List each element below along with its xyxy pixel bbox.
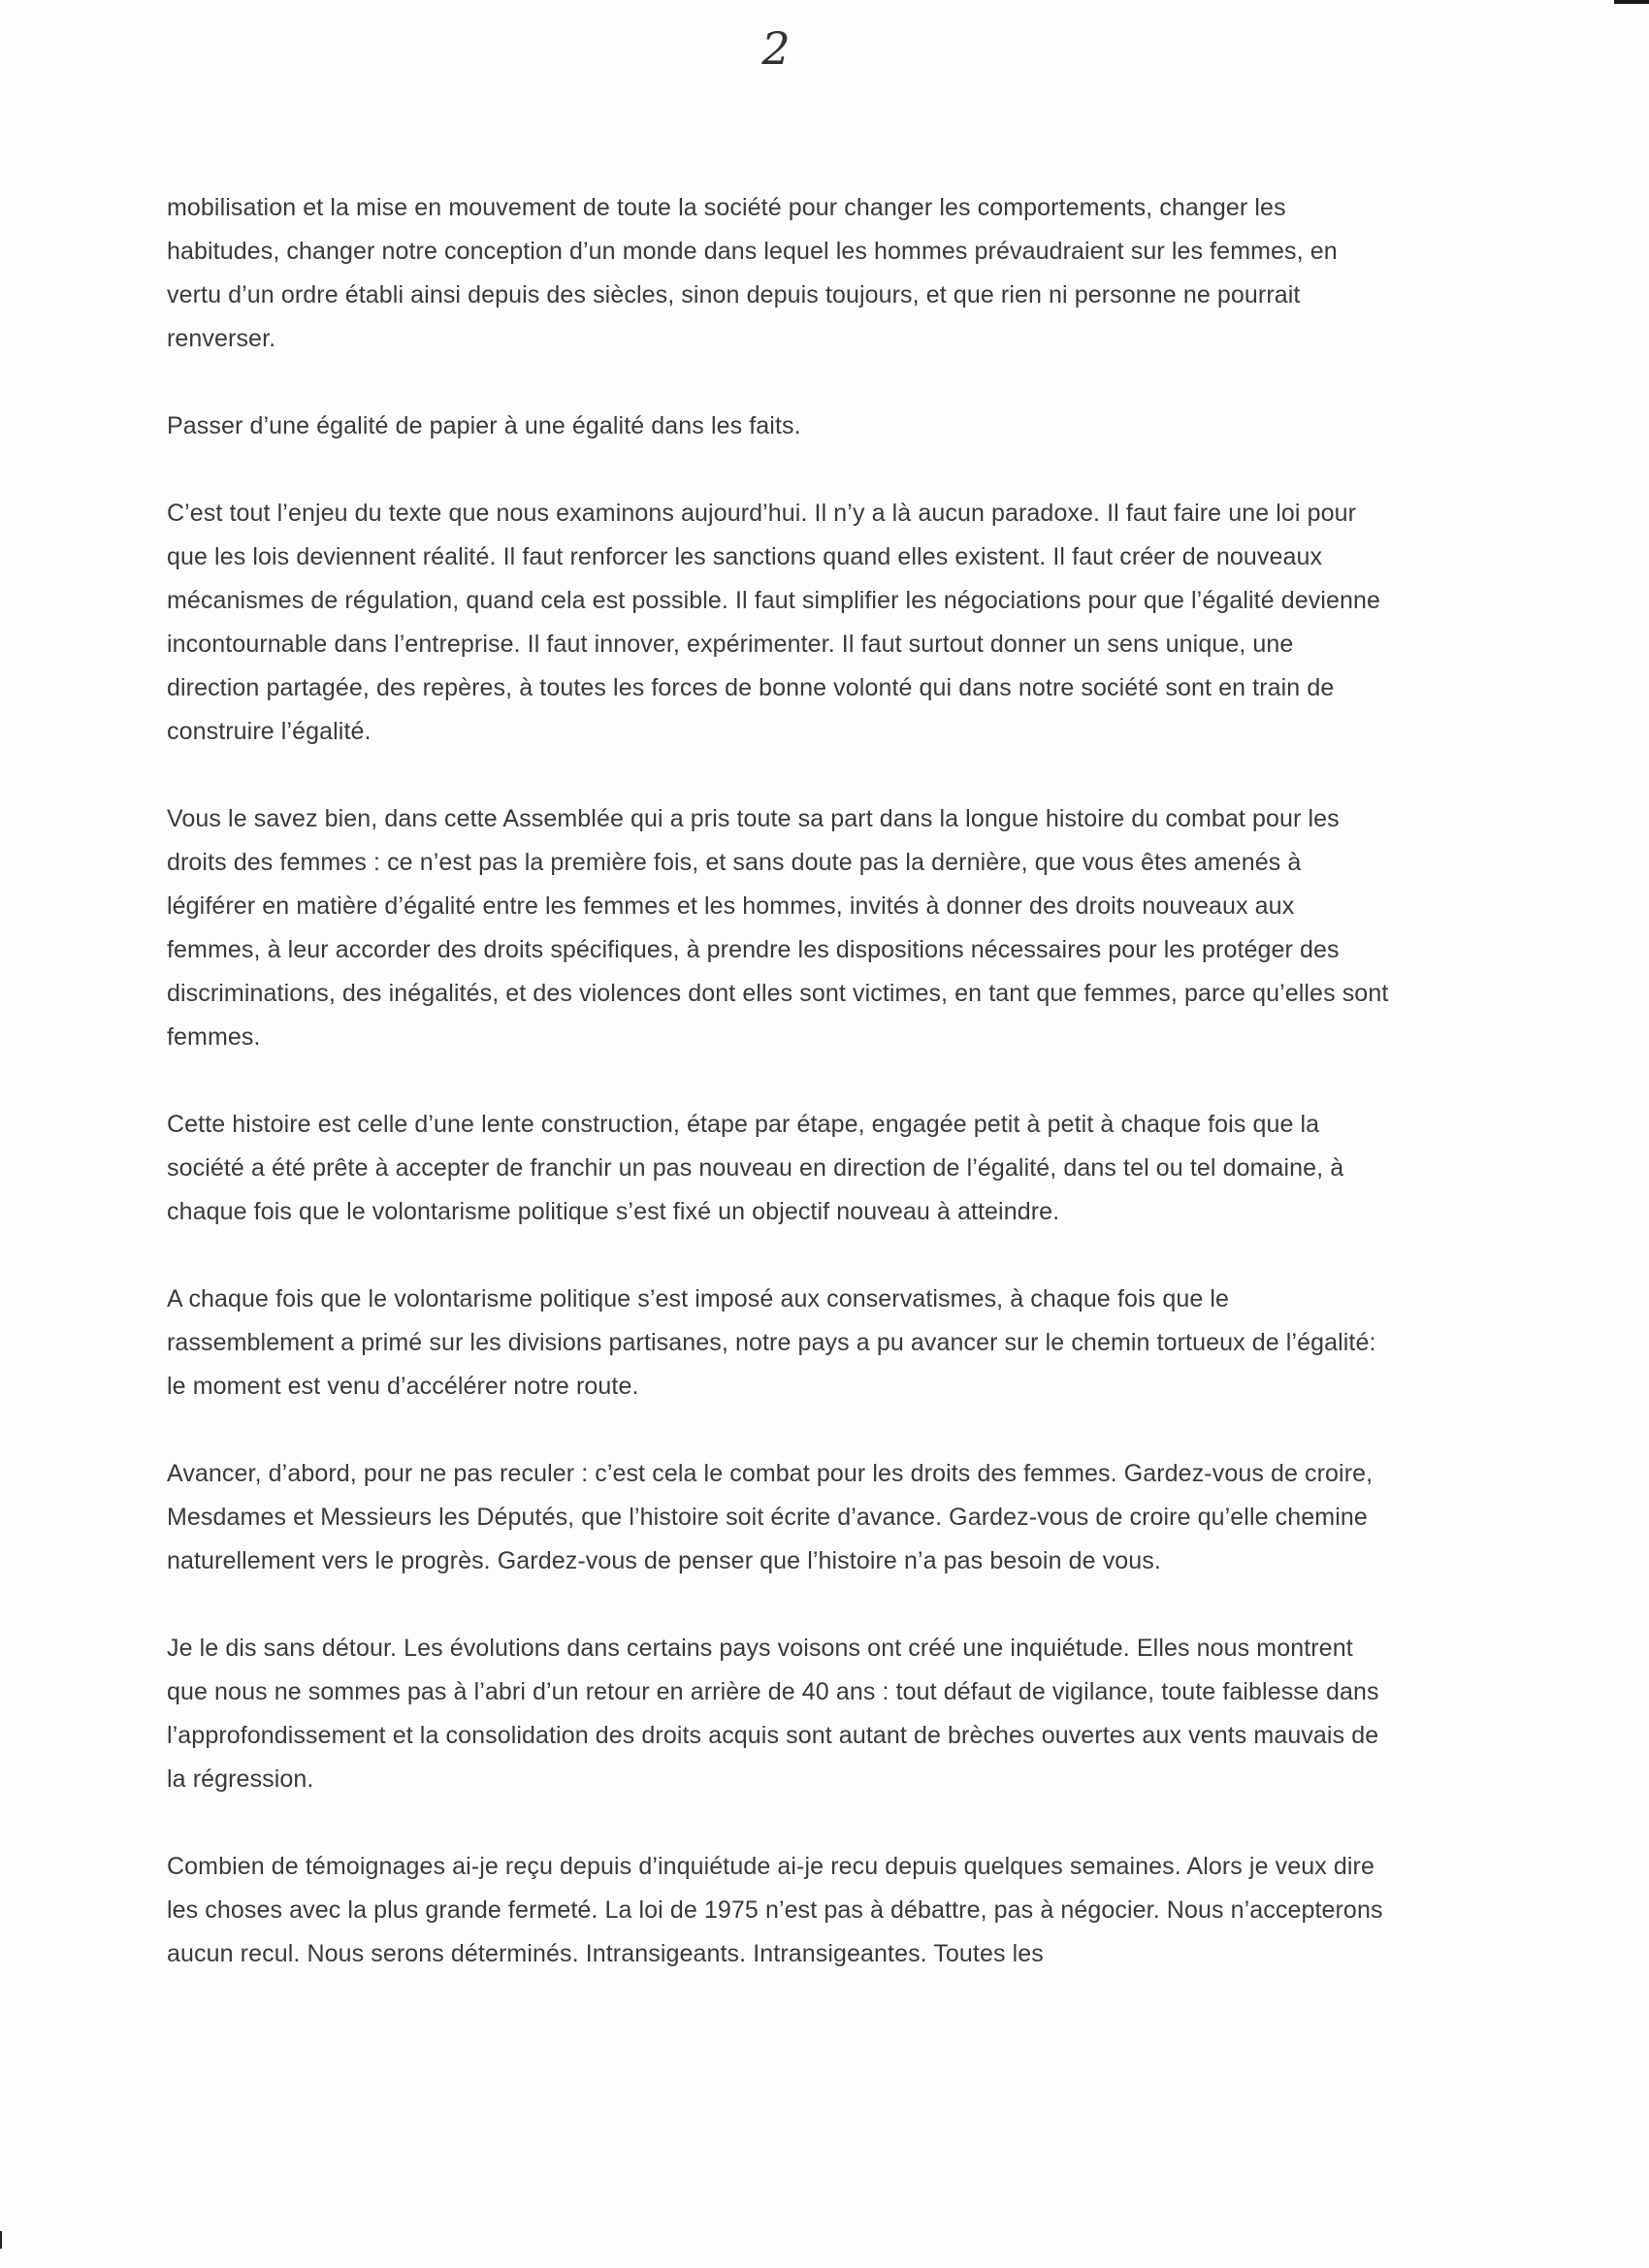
- paragraph: Cette histoire est celle d’une lente construction, étape par étape, engagée petit à petit à chaque fois que la société a été prête à accepter de franchir un pas nouveau en direction de l’égalité, dans tel ou tel domaine, à chaque fois que le volontarisme politique s’est fixé un objectif nouveau à atteindre.: [167, 1111, 1344, 1225]
- paragraph: C’est tout l’enjeu du texte que nous examinons aujourd’hui. Il n’y a là aucun paradoxe. Il faut faire une loi pour que les lois deviennent réalité. Il faut renforcer les sanctions quand elles existent. Il faut créer de nouveaux mécanismes de régulation, quand cela est possible. Il faut simplifier les négociations pour que l’égalité devienne incontournable dans l’entreprise. Il faut innover, expérimenter. Il faut surtout donner un sens unique, une direction partagée, des repères, à toutes les forces de bonne volonté qui dans notre société sont en train de construire l’égalité.: [167, 500, 1381, 745]
- scan-corner-mark: [1614, 0, 1649, 4]
- paragraph: mobilisation et la mise en mouvement de toute la société pour changer les comportements, changer les habitudes, changer notre conception d’un monde dans lequel les hommes prévaudraient sur les femmes, en vertu d’un ordre établi ainsi depuis des siècles, sinon depuis toujours, et que rien ni personne ne pourrait renverser.: [167, 194, 1338, 352]
- page-number: 2: [761, 22, 791, 75]
- paragraph: Je le dis sans détour. Les évolutions dans certains pays voisons ont créé une inquiétude. Elles nous montrent que nous ne sommes pas à l’abri d’un retour en arrière de 40 ans : tout défaut de vigilance, toute faiblesse dans l’approfondissement et la consolidation des droits acquis sont autant de brèches ouvertes aux vents mauvais de la régression.: [167, 1635, 1379, 1793]
- scan-edge-mark: [0, 2231, 2, 2249]
- paragraph: Combien de témoignages ai-je reçu depuis d’inquiétude ai-je recu depuis quelques semaines. Alors je veux dire les choses avec la plus grande fermeté. La loi de 1975 n’est pas à débattre, pas à négocier. Nous n’accepterons aucun recul. Nous serons déterminés. Intransigeants. Intransigeantes. Toutes les: [167, 1853, 1383, 1967]
- paragraph: Vous le savez bien, dans cette Assemblée qui a pris toute sa part dans la longue histoire du combat pour les droits des femmes : ce n’est pas la première fois, et sans doute pas la dernière, que vous êtes amenés à légiférer en matière d’égalité entre les femmes et les hommes, invités à donner des droits nouveaux aux femmes, à leur accorder des droits spécifiques, à prendre les dispositions nécessaires pour les protéger des discriminations, des inégalités, et des violences dont elles sont victimes, en tant que femmes, parce qu’elles sont femmes.: [167, 805, 1389, 1051]
- paragraph: A chaque fois que le volontarisme politique s’est imposé aux conservatismes, à chaque fois que le rassemblement a primé sur les divisions partisanes, notre pays a pu avancer sur le chemin tortueux de l’égalité: le moment est venu d’accélérer notre route.: [167, 1285, 1376, 1400]
- paragraph: Avancer, d’abord, pour ne pas reculer : c’est cela le combat pour les droits des femmes. Gardez-vous de croire, Mesdames et Messieurs les Députés, que l’histoire soit écrite d’avance. Gardez-vous de croire qu’elle chemine naturellement vers le progrès. Gardez-vous de penser que l’histoire n’a pas besoin de vous.: [167, 1460, 1374, 1574]
- paragraph: Passer d’une égalité de papier à une égalité dans les faits.: [167, 412, 801, 439]
- document-body: [167, 186, 1389, 2020]
